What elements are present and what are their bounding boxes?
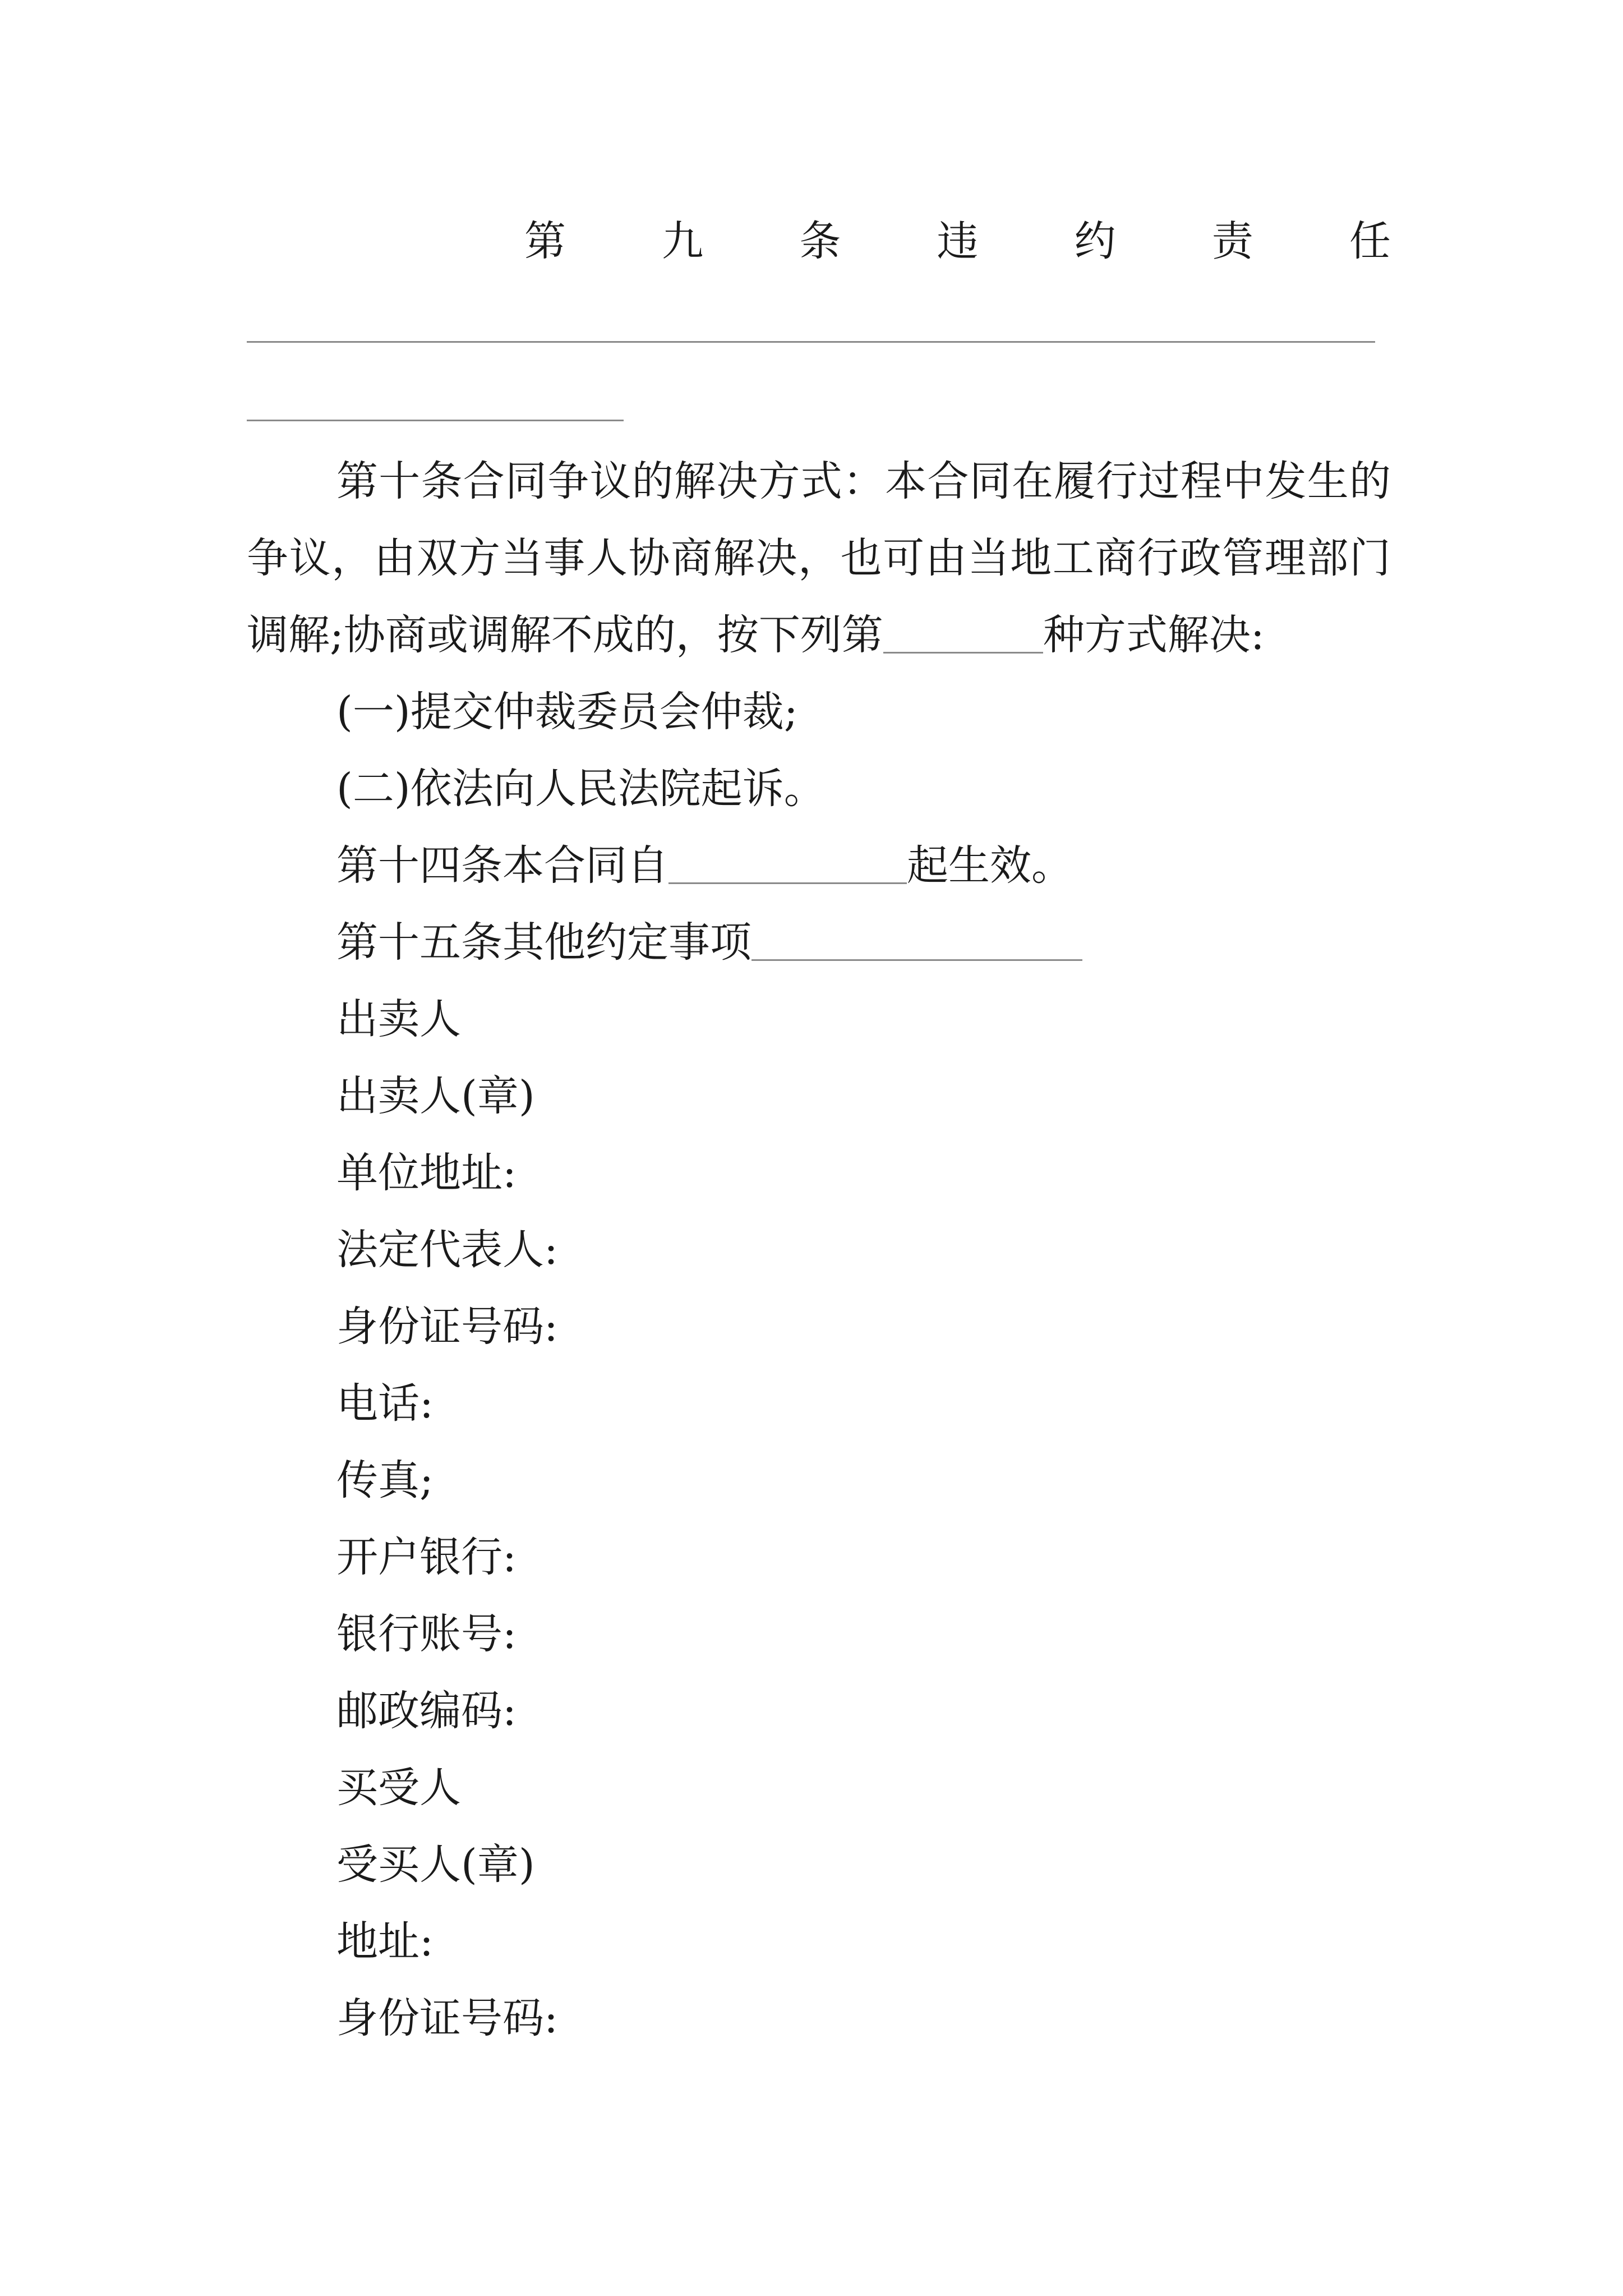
article-9-char: 任	[1349, 217, 1391, 265]
article-9-heading	[524, 213, 1391, 269]
article-14-text-end: 起生效。	[907, 841, 1073, 890]
article-9-char: 责	[1211, 217, 1253, 265]
article-9-blank-line	[247, 341, 1375, 343]
article-10-text-end: 种方式解决:	[1043, 611, 1265, 659]
buyer-address-label: 地址:	[336, 1917, 434, 1966]
contract-body	[247, 443, 1391, 2057]
dispute-method-blank	[883, 613, 1043, 654]
article-9-char: 九	[662, 217, 704, 265]
seller-legal-rep-label: 法定代表人:	[336, 1226, 558, 1274]
seller-fax-label: 传真;	[336, 1456, 434, 1504]
other-terms-blank	[751, 920, 1082, 961]
article-10-paragraph	[247, 443, 1391, 674]
seller-phone-label: 电话:	[336, 1379, 434, 1428]
buyer-heading: 买受人	[336, 1764, 461, 1812]
article-15-text: 第十五条其他约定事项	[336, 918, 751, 967]
seller-heading: 出卖人	[336, 995, 461, 1043]
buyer-id-label: 身份证号码:	[336, 1994, 558, 2042]
buyer-seal: 受买人(章)	[336, 1841, 535, 1889]
seller-bank-label: 开户银行:	[336, 1533, 517, 1581]
article-10-text: 第十条合同争议的解决方式：本合同在履行过程中发生的争议，由双方当事人协商解决，也可由当地工商行政管理部门调解;协商或调解不成的，按下列第	[247, 457, 1391, 659]
article-9-char: 约	[1074, 217, 1116, 265]
option-arbitration: (一)提交仲裁委员会仲裁;	[336, 688, 798, 736]
article-14-text: 第十四条本合同自	[336, 841, 668, 890]
seller-id-label: 身份证号码:	[336, 1303, 558, 1351]
article-9-char: 违	[937, 217, 979, 265]
option-litigation: (二)依法向人民法院起诉。	[336, 765, 826, 813]
seller-address-label: 单位地址:	[336, 1149, 517, 1197]
seller-account-label: 银行账号:	[336, 1610, 517, 1658]
seller-seal: 出卖人(章)	[336, 1072, 535, 1120]
seller-postcode-label: 邮政编码:	[336, 1687, 517, 1735]
article-9-char: 条	[799, 217, 841, 265]
article-9-char: 第	[524, 217, 566, 265]
article-14-line	[247, 827, 1391, 904]
article-15-line	[247, 904, 1391, 981]
effective-date-blank	[668, 843, 907, 884]
article-9-blank-line-continued	[247, 420, 624, 421]
